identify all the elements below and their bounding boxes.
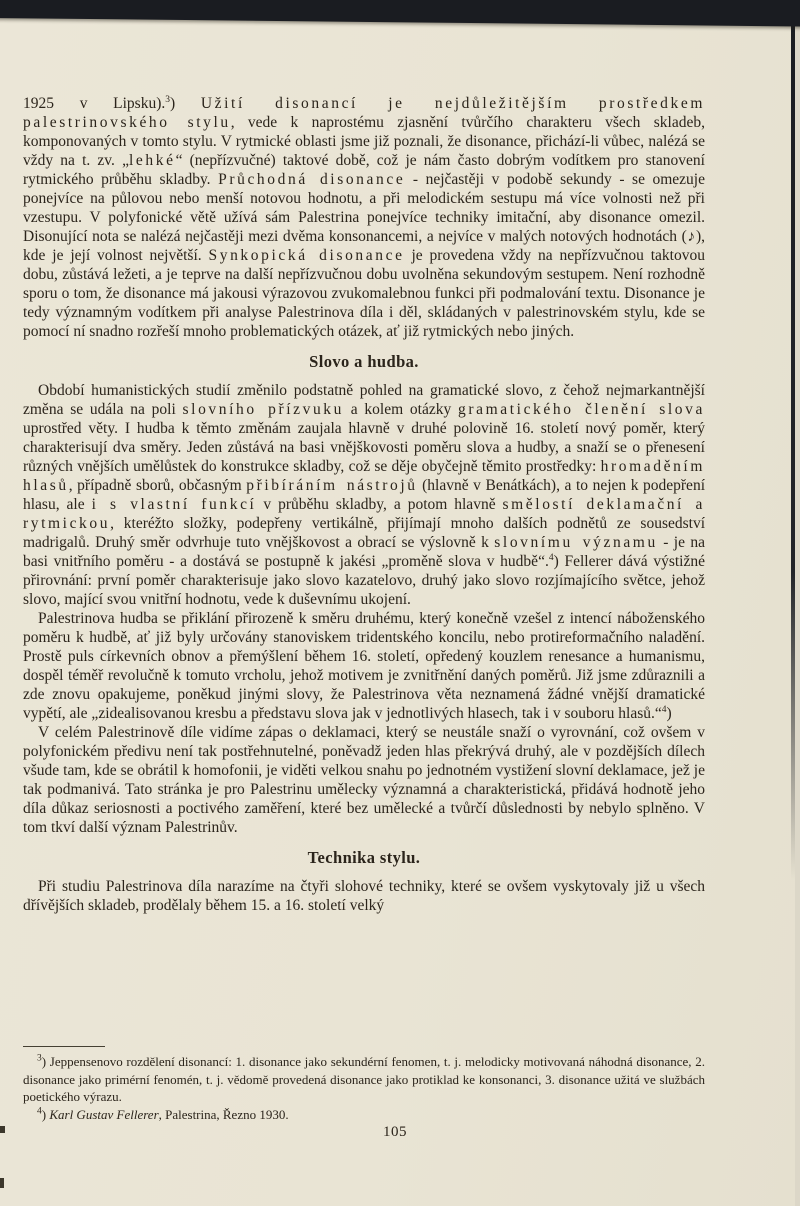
text-segment: V celém Palestrinově díle vidíme zápas o deklamaci, který se neustále snaží o vyrovnání, což ovšem v polyfonickém předivu není tak postřehnutelné, poněvadž jeden hlas překrývá druhý, ale v pozdějších dílech všude tam, kde se obrátil k homofonii, je viděti velkou snahu po jednotném vystižení slovní deklamace, jež je tak podmanivá. Tato stránka je pro Palestrinu umělecky významná a charakteristická, přidává hodnotě jeho díla důkaz seriosnosti a poctivého zaměření, které bez umělecké a tvůrčí důslednosti by nebylo splněno. V tom tkví další význam Palestrinův.	[23, 724, 705, 836]
text-segment: - je na basi vnitřního poměru - a dostává se postupně k jakési „proměně slova v hudbě“.	[23, 534, 705, 570]
paragraph	[23, 723, 705, 837]
text-segment: - nejčastěji v podobě sekundy - se omezuje ponejvíce na půlovou nebo menší notovou hodnotu, a při melodickém sestupu má více volnosti než při vzestupu. V polyfonické větě užívá sám Palestrina ponejvíce techniky imitační, aby disonance omezil. Disonující nota se nalézá nejčastěji mezi dvěma konsonancemi, a nejvíce v malých notových hodnotách (♪), kde je její volnost největší.	[23, 171, 705, 264]
top-scan-edge-band	[0, 0, 800, 27]
footnote-reference: 4	[37, 1106, 42, 1117]
text-segment: , vede k naprostému zjasnění tvůrčího charakteru všech skladeb, komponovaných v tomto stylu. V rytmické oblasti jsme již poznali, že disonance, přichází-li vůbec, nalézá se vždy na t. zv. „	[23, 114, 705, 169]
text-segment: )	[170, 95, 201, 112]
text-segment: 1925 v Lipsku).	[23, 95, 166, 112]
text-segment: přibíráním nástrojů	[246, 477, 418, 494]
text-segment: ) Jeppensenovo rozdělení disonancí: 1. disonance jako sekundérní fenomen, t. j. melodicky motivovaná náhodná disonance, 2. disonance jako primérní fenomén, t. j. vědomě provedená disonance jako protiklad ke konsonanci, 3. disonance užitá ve službách poetického výrazu.	[23, 1054, 705, 1104]
text-segment: gramatického členění slova	[458, 401, 705, 418]
text-segment: hromaděním hlasů	[23, 458, 705, 494]
paragraph	[23, 94, 705, 341]
text-segment: a kolem otázky	[344, 401, 459, 418]
text-segment: slovnímu významu	[494, 534, 658, 551]
text-segment: Období humanistických studií změnilo podstatně pohled na gramatické slovo, z čehož nejmarkantnější změna se udála na poli	[23, 382, 705, 418]
text-segment: , kteréžto složky, podepřeny vertikálně, přijímají mnoho dalších podnětů ze sousedství madrigalů. Druhý směr odvrhuje tuto vnějškovost a obrací se výslovně k	[23, 515, 705, 551]
scan-artifact	[0, 1126, 5, 1133]
footnote	[23, 1106, 705, 1124]
footnote-list	[23, 1053, 705, 1123]
page-fold-line	[791, 0, 795, 880]
text-segment: , případně sborů, občasným	[68, 477, 247, 494]
text-segment: Průchodná disonance	[218, 171, 406, 188]
paragraph	[23, 381, 705, 609]
page-number: 105	[383, 1124, 407, 1140]
paragraph	[23, 877, 705, 915]
text-segment: je provedena vždy na nepřízvučnou taktovou dobu, zůstává ležeti, a je teprve na další nepřízvučnou dobu uvolněna sekundovým sestupem. Není rozhodně sporu o tom, že disonance má jakousi výrazovou zvukomalebnou funkci při podmalování textu. Disonance je tedy významným vodítkem při analyse Palestrinova díla i děl, skládaných v palestrinovském stylu, kde se pomocí ní snadno rozřeší mnoho problematických otázek, ať již rytmických nebo jiných.	[23, 247, 705, 340]
text-segment: Palestrinova hudba se přiklání přirozeně k směru druhému, který konečně vzešel z intencí náboženského poměru k hudbě, ať již byly určovány stanoviskem tridentského koncilu, nebo protireformačního naladění. Prostě puls církevních obnov a přemýšlení během 16. století, opředený kouzlem renesance a humanismu, dospěl téměř revolučně k tomuto vrcholu, jehož motivem je zvnitřnění daných poměrů. Již jsme zdůraznili a zde znovu opakujeme, poněkud jinými slovy, že Palestrinova věta neznamená žádné vnější dramatické vypětí, ale „zidealisovanou kresbu a představu slova jak v jednotlivých hlasech, tak i v souboru hlasů.“	[23, 610, 705, 722]
footnote-separator	[23, 1046, 105, 1047]
footnote-reference: 4	[661, 704, 667, 715]
footnote-reference: 3	[165, 94, 170, 105]
text-segment: uprostřed věty. I hudba k těmto změnám zaujala hlavně v druhé polovině 16. století nový poměr, který charakterisují dva směry. Jeden zůstává na basi vnějškovosti poměru slova a hudby, a snaží se o přenesení různých vnějších umělůstek do konstrukce skladby, což se děje obyčejně těmito prostředky:	[23, 420, 705, 475]
text-segment: i s vlastní funkcí	[91, 496, 257, 513]
scan-artifact	[0, 1178, 4, 1188]
text-column	[23, 94, 705, 915]
text-segment: )	[41, 1106, 50, 1122]
section-heading: Slovo a hudba.	[309, 352, 419, 371]
text-segment: , Palestrina, Řezno 1930.	[158, 1106, 289, 1122]
text-segment: smělostí deklamační a rytmickou	[23, 496, 705, 532]
text-segment: ) Fellerer dává výstižné přirovnání: první poměr charakterisuje jako slovo kazatelovo, druhý jako slovo rozjímajícího světce, jehož slovo, mající svou vnitřní hodnotu, vede k duševnímu ukojení.	[23, 553, 705, 608]
text-segment: (hlavně v Benátkách), a to nejen k podepření hlasu, ale	[23, 477, 705, 513]
text-segment: Synkopická disonance	[208, 247, 405, 264]
text-segment: lehké	[128, 152, 176, 169]
paragraph	[23, 609, 705, 723]
footnote	[23, 1053, 705, 1106]
footnote-reference: 3	[37, 1053, 42, 1064]
text-segment: Při studiu Palestrinova díla narazíme na čtyři slohové techniky, které se ovšem vyskytovaly již u všech dřívějších skladeb, prodělaly během 15. a 16. století velký	[23, 878, 705, 914]
right-paper-strip	[795, 0, 800, 1206]
text-segment: Karl Gustav Fellerer	[49, 1106, 159, 1122]
text-segment: v průběhu skladby, a potom hlavně	[256, 496, 503, 513]
text-segment: Užití disonancí je nejdůležitějším prostředkem palestrinovského stylu	[23, 95, 705, 131]
section-heading: Technika stylu.	[307, 848, 421, 867]
text-segment: slovního přízvuku	[182, 401, 344, 418]
text-segment: )	[666, 705, 672, 722]
footnote-reference: 4	[548, 552, 554, 563]
footnote-area	[23, 1046, 705, 1123]
text-segment: “ (nepřízvučné) taktové době, což je nám často dobrým vodítkem pro stanovení rytmického průběhu skladby.	[23, 152, 705, 188]
